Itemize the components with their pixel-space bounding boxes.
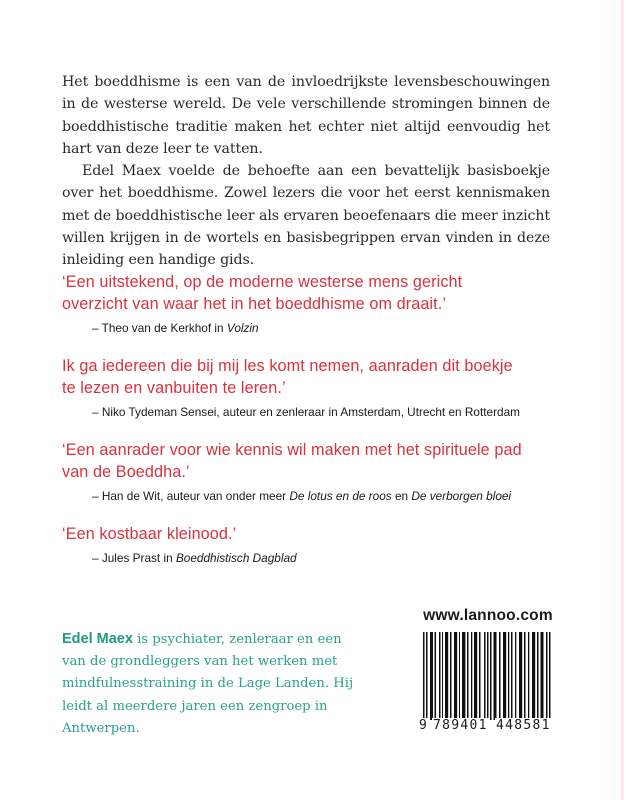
attribution-publication: Volzin bbox=[226, 321, 259, 335]
review-quote bbox=[62, 439, 562, 506]
blurb-paragraph-1: Het boeddhisme is een van de invloedrijkste levensbeschouwingen in de westerse wereld. De vele verschillende stromingen binnen de boeddhistische traditie maken het echter niet altijd eenvoudig het hart van deze leer te vatten. bbox=[62, 74, 550, 157]
attribution-publication: Boeddhistisch Dagblad bbox=[175, 551, 297, 565]
quote-text: ‘Een aanrader voor wie kennis wil maken met het spirituele pad van de Boeddha.’ bbox=[62, 441, 522, 481]
attribution-text: – Jules Prast in bbox=[92, 551, 176, 565]
quote-text: Ik ga iedereen die bij mij les komt nemen, aanraden dit boekje te lezen en vanbuiten te leren.’ bbox=[62, 357, 513, 397]
blurb-paragraph-2: Edel Maex voelde de behoefte aan een bevattelijk basisboekje over het boeddhisme. Zowel lezers die voor het eerst kennismaken met de boeddhistische leer als ervaren beoefenaars die meer inzicht willen krijgen in de wortels en basisbegrippen ervan vinden in deze inleiding een handige gids. bbox=[62, 163, 550, 269]
book-blurb bbox=[62, 71, 550, 272]
page-shade bbox=[605, 0, 621, 800]
author-bio-text: is psychiater, zenleraar en een van de grondleggers van het werken met mindfulnesstraining in de Lage Landen. Hij leidt al meerdere jaren een zengroep in Antwerpen. bbox=[62, 632, 354, 736]
publisher-url: www.lannoo.com bbox=[423, 607, 553, 624]
isbn-digit-group: 9 bbox=[419, 718, 429, 733]
quote-attribution bbox=[92, 402, 562, 422]
author-name: Edel Maex bbox=[62, 631, 133, 647]
review-quotes bbox=[62, 271, 562, 585]
barcode-bars-icon bbox=[423, 632, 553, 732]
quote-text: ‘Een kostbaar kleinood.’ bbox=[62, 525, 237, 543]
attribution-text: – Han de Wit, auteur van onder meer bbox=[92, 489, 290, 503]
review-quote bbox=[62, 271, 562, 338]
review-quote bbox=[62, 523, 562, 568]
attribution-book-title: De verborgen bloei bbox=[411, 489, 512, 503]
author-bio bbox=[62, 628, 362, 740]
attribution-conjunction: en bbox=[391, 489, 412, 503]
attribution-book-title: De lotus en de roos bbox=[289, 489, 392, 503]
attribution-text: – Theo van de Kerkhof in bbox=[92, 321, 227, 335]
isbn-digit-group: 448581 bbox=[496, 718, 551, 733]
page-edge-stripe bbox=[621, 0, 624, 800]
review-quote bbox=[62, 355, 562, 422]
quote-text: ‘Een uitstekend, op de moderne westerse mens gericht overzicht van waar het in het boeddhisme om draait.’ bbox=[62, 273, 463, 313]
quote-attribution bbox=[92, 486, 562, 506]
quote-attribution bbox=[92, 318, 562, 338]
attribution-text: – Niko Tydeman Sensei, auteur en zenleraar in Amsterdam, Utrecht en Rotterdam bbox=[92, 405, 520, 419]
quote-attribution bbox=[92, 548, 562, 568]
isbn-digit-group: 789401 bbox=[433, 718, 488, 733]
